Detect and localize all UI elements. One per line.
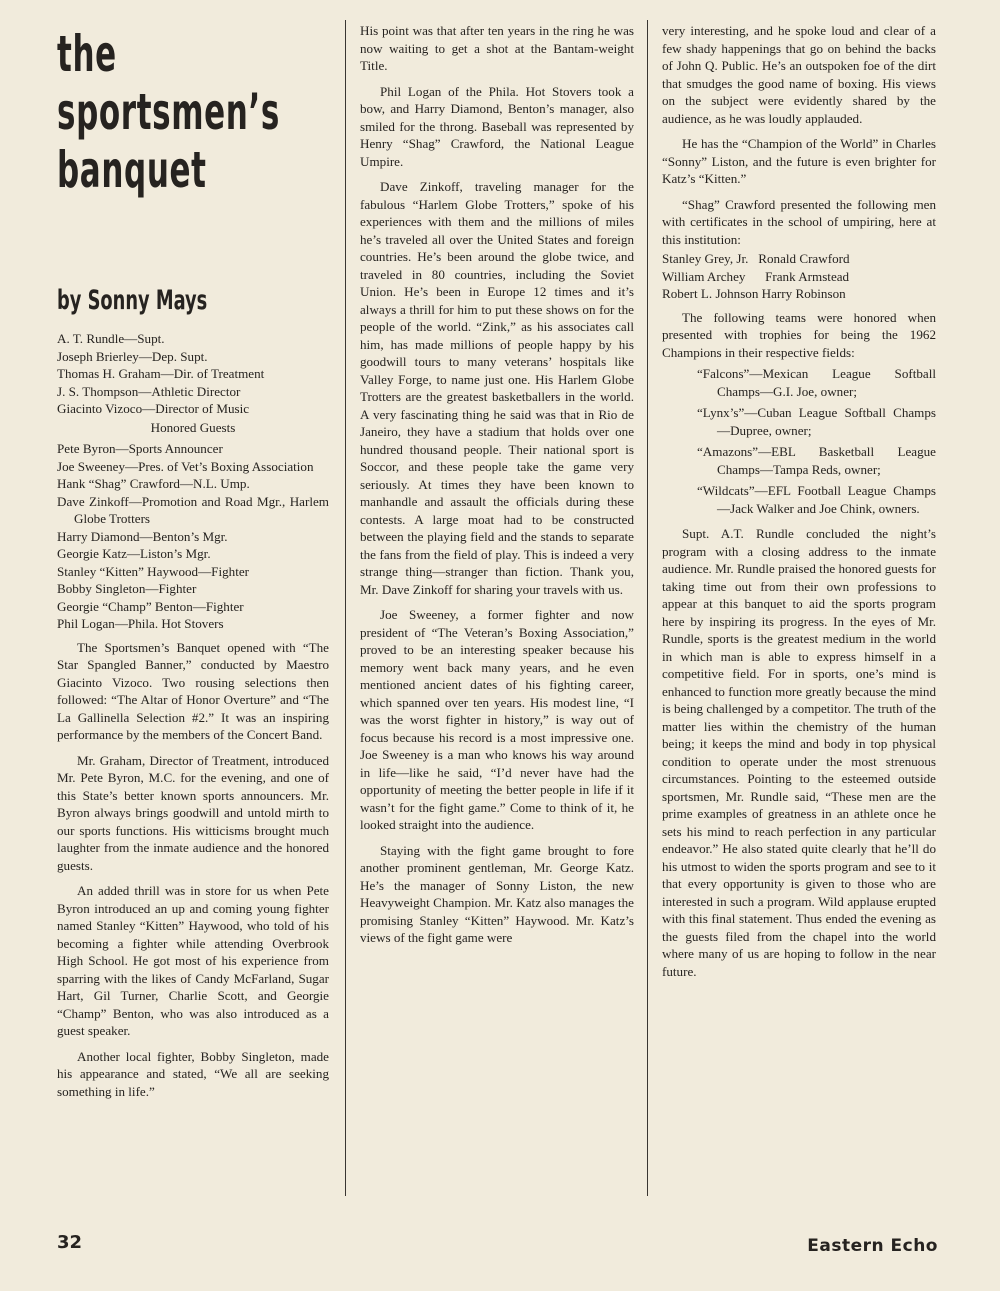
guest-item: Harry Diamond—Benton’s Mgr. [57,528,228,544]
team-item: “Falcons”—Mexican League Softball Champs—G.I. Joe, owner; [697,366,936,399]
umpire-row: Stanley Grey, Jr. Ronald Crawford [662,251,850,266]
staff-item: Giacinto Vizoco—Director of Music [57,401,250,416]
umpire-row: William Archey Frank Armstead [662,268,850,284]
body-paragraph: The Sportsmen’s Banquet opened with “The Star Spangled Banner,” conducted by Maestro Giacinto Vizoco. Two rousing selections then followed: “The Altar of Honor Overture” and “The La Gallinella Selection #2.” It was an inspiring performance by the members of the Concert Band. [57,639,329,742]
title-line: the [57,25,117,83]
column-3 [662,22,936,988]
body-paragraph: very interesting, and he spoke loud and clear of a few shady happenings that go on behind the backs of John Q. Public. He’s an outspoken foe of the dirt that smudges the good name of boxing. His views on the subject were evidently shared by the audience, as he was loudly applauded. [662,23,936,126]
title-line: banquet [57,141,207,199]
guest-item: Phil Logan—Phila. Hot Stovers [57,616,224,631]
body-paragraph: The following teams were honored when presented with trophies for being the 1962 Champions in their respective fields: [662,309,936,360]
column-divider [647,20,648,1196]
guest-item: Hank “Shag” Crawford—N.L. Ump. [57,476,250,491]
column-1 [57,22,329,1108]
staff-item: J. S. Thompson—Athletic Director [57,383,241,399]
team-item: “Wildcats”—EFL Football League Champs—Jack Walker and Joe Chink, owners. [697,483,936,516]
honored-guests-heading: Honored Guests [150,419,236,435]
body-paragraph: An added thrill was in store for us when Pete Byron introduced an up and coming young fighter named Stanley “Kitten” Haywood, who told of his becoming a fighter while attending Overbrook High School. He got most of his experience from sparring with the likes of Candy McFarland, Sugar Hart, Gil Turner, Charlie Scott, and Georgie “Champ” Benton, who was also introduced as a guest speaker. [57,883,329,1038]
body-paragraph: He has the “Champion of the World” in Charles “Sonny” Liston, and the future is even brighter for Katz’s “Kitten.” [662,136,936,186]
guest-item: Pete Byron—Sports Announcer [57,441,223,456]
body-paragraph: Staying with the fight game brought to fore another prominent gentleman, Mr. George Katz. He’s the manager of Sonny Liston, the new Heavyweight Champion. Mr. Katz also manages the promising Stanley “Kitten” Haywood. Mr. Katz’s views of the fight game were [360,842,634,945]
body-paragraph: Joe Sweeney, a former fighter and now president of “The Veteran’s Boxing Association,” proved to be an interesting speaker because his memory went back many years, and he even mentioned ancient dates of his fighting career, which spanned over ten years. His modest line, “I was the worst fighter in history,” is way out of focus because his record is a most impressive one. Joe Sweeney is a man who knows his way around in life—like he said, “I’d never have had the opportunity of meeting the better people in life if it wasn’t for the fight game.” Come to think of it, he looked straight into the audience. [360,607,634,832]
umpire-certificate-list [662,250,936,303]
guest-item: Joe Sweeney—Pres. of Vet’s Boxing Association [57,458,314,474]
guest-item: Georgie Katz—Liston’s Mgr. [57,546,211,561]
guest-item: Stanley “Kitten” Haywood—Fighter [57,563,250,579]
article-title [57,25,280,200]
body-paragraph: His point was that after ten years in the ring he was now waiting to get a shot at the Bantam-weight Title. [360,23,634,73]
body-paragraph: Mr. Graham, Director of Treatment, introduced Mr. Pete Byron, M.C. for the evening, and one of this State’s better known sports announcers. Mr. Byron always brings goodwill and untold mirth to our sports functions. His witticisms brought much laughter from the inmate audience and the honored guests. [57,752,329,873]
column-divider [345,20,346,1196]
staff-list [57,330,329,633]
team-item: “Lynx’s”—Cuban League Softball Champs—Dupree, owner; [697,405,936,438]
champion-teams-list [662,365,936,517]
guest-item: Dave Zinkoff—Promotion and Road Mgr., Harlem Globe Trotters [57,493,329,526]
publication-name: Eastern Echo [807,1236,938,1256]
body-paragraph: “Shag” Crawford presented the following men with certificates in the school of umpiring, here at this institution: [662,196,936,247]
page-number: 32 [57,1232,83,1253]
staff-item: Joseph Brierley—Dep. Supt. [57,348,208,364]
staff-item: A. T. Rundle—Supt. [57,331,165,346]
byline: by Sonny Mays [57,285,208,316]
body-paragraph: Phil Logan of the Phila. Hot Stovers took a bow, and Harry Diamond, Benton’s manager, also smiled for the throng. Baseball was represented by Henry “Shag” Crawford, the National League Umpire. [360,83,634,169]
body-paragraph: Dave Zinkoff, traveling manager for the fabulous “Harlem Globe Trotters,” spoke of his experiences with them and the millions of miles he’s traveled all over the United States and foreign countries. He’s been around the globe twice, and traveled in 80 countries, including the Soviet Union. He’s been in Europe 12 times and it’s always a thrill for him to put these shows on for the people of the world. “Zink,” as his associates call him, has made millions of people happy by his goodwill tours to many veterans’ hospitals like Valley Forge, to name just one. His Harlem Globe Trotters are the greatest basketballers in the world. A very fascinating thing he said was that in Rio de Janeiro, they have a stadium that holds over one hundred thousand people. Their national sport is Soccor, and these people take the game very seriously. At times they have been known to manhandle and assault the officials during these contests. A large moat had to be constructed between the playing field and the stands to separate the fans from the field of play. This is indeed a very strange thing—stranger than fiction. Thank you, Mr. Dave Zinkoff for sharing your travels with us. [360,179,634,597]
team-item: “Amazons”—EBL Basketball League Champs—Tampa Reds, owner; [697,444,936,477]
guest-item: Georgie “Champ” Benton—Fighter [57,598,244,614]
staff-item: Thomas H. Graham—Dir. of Treatment [57,366,265,381]
column-2 [360,22,634,955]
guest-item: Bobby Singleton—Fighter [57,581,197,596]
body-paragraph: Supt. A.T. Rundle concluded the night’s program with a closing address to the inmate audience. Mr. Rundle praised the honored guests for taking time out from their own professions to appear at this banquet to aid the sports program here by inspiring its progress. In the eyes of Mr. Rundle, sports is the greatest medium in the world in which man is able to express himself in a competitive field. For in sports, one’s mind is enhanced to function more greatly because the mind is being challenged by a competitor. The truth of the matter lies within the chemistry of the human being; it keeps the mind and body in top physical condition to operate under the most strenuous circumstances. Pointing to the esteemed outside sportsmen, Mr. Rundle said, “These men are the prime examples of greatness in an athlete once he sets his mind to reach perfection in any particular endeavor.” He also stated quite clearly that he’ll do his utmost to widen the sports program and see to it that every opportunity is given to those who are interested in such a program. Wild applause erupted with this final statement. Thus ended the evening as the guests filed from the chapel into the world where many of us are hoping to follow in the near future. [662,526,936,979]
title-line: sportsmen’s [57,83,280,141]
umpire-row: Robert L. Johnson Harry Robinson [662,286,846,301]
body-paragraph: Another local fighter, Bobby Singleton, made his appearance and stated, “We all are seeking something in life.” [57,1048,329,1099]
